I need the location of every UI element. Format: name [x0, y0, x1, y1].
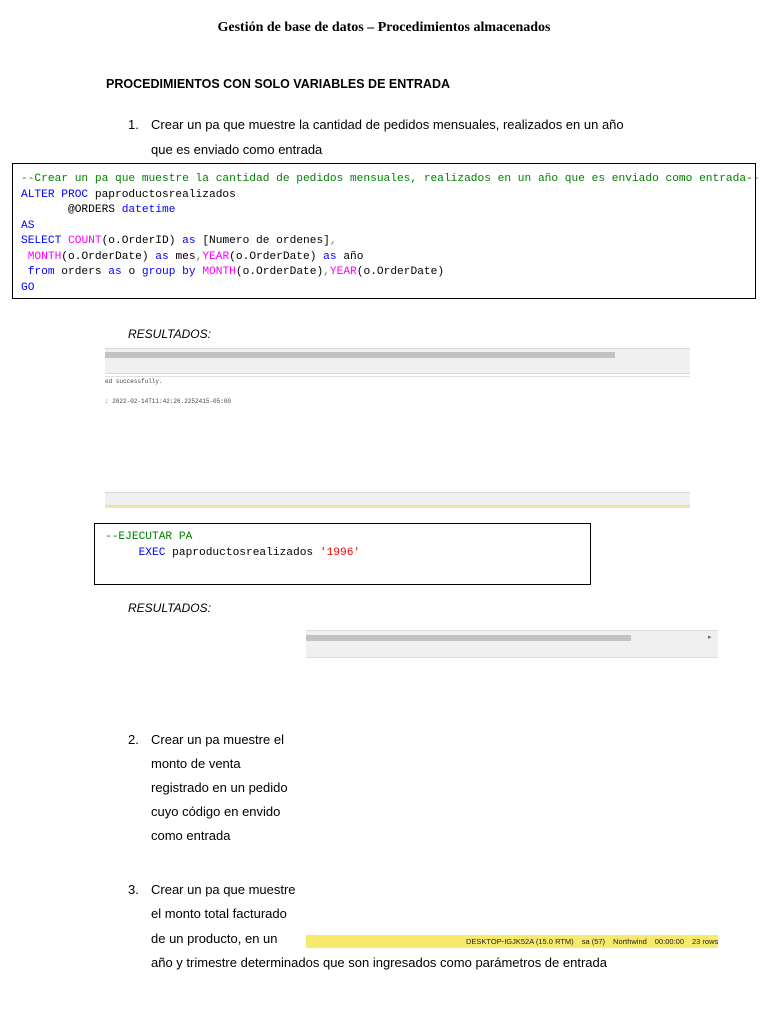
- server-name: DESKTOP-IGJK52A (15.0 RTM): [466, 937, 574, 946]
- scroll-right-icon[interactable]: ▸: [708, 634, 712, 641]
- message-text: ed successfully.: [105, 378, 163, 385]
- item-text-line: año y trimestre determinados que son ingresados como parámetros de entrada: [151, 955, 607, 970]
- code-line-param: @ORDERS datetime: [68, 204, 176, 216]
- completion-time: : 2022-02-14T11:42:26.2252415-05:00: [105, 398, 232, 405]
- code-comment: --Crear un pa que muestre la cantidad de pedidos mensuales, realizados en un año que es enviado como entrada--: [21, 173, 760, 185]
- scrollbar-thumb[interactable]: [105, 352, 615, 358]
- code-line-go: GO: [21, 281, 35, 294]
- code-block-exec: [94, 523, 591, 585]
- item-number: 2.: [128, 732, 139, 747]
- item-number: 3.: [128, 882, 139, 897]
- item-text-line: monto de venta: [151, 756, 241, 771]
- row-count: 23 rows: [692, 937, 719, 946]
- list-item-3: [128, 878, 688, 978]
- section-title: PROCEDIMIENTOS CON SOLO VARIABLES DE ENTRADA: [106, 77, 451, 91]
- item-text-line: Crear un pa que muestre: [151, 882, 296, 897]
- code-comment: --EJECUTAR PA: [105, 531, 193, 543]
- scrollbar[interactable]: [105, 348, 690, 374]
- code-line-select: SELECT COUNT(o.OrderID) as [Numero de ordenes],: [21, 235, 337, 247]
- document-title: Gestión de base de datos – Procedimientos almacenados: [217, 20, 551, 35]
- code-line-alter: ALTER PROC paproductosrealizados: [21, 188, 236, 201]
- code-block-create-proc: [12, 163, 760, 299]
- item-text-line: el monto total facturado: [151, 906, 287, 921]
- user-name: sa (57): [581, 937, 606, 946]
- item-text-line: de un producto, en un: [151, 931, 278, 946]
- database-name: Northwind: [613, 937, 647, 946]
- divider: [105, 376, 690, 377]
- item-text-line: Crear un pa muestre el: [151, 732, 284, 747]
- code-line-as: AS: [21, 219, 35, 232]
- item-text-line: como entrada: [151, 828, 231, 843]
- item-text-line: que es enviado como entrada: [151, 142, 323, 157]
- status-bar: [306, 935, 718, 948]
- code-line-from: from orders as o group by MONTH(o.OrderDate),YEAR(o.OrderDate): [27, 266, 445, 278]
- list-item-1: [128, 113, 688, 161]
- results-grid-scrollbar[interactable]: [306, 630, 718, 658]
- item-text-line: cuyo código en envido: [151, 804, 281, 819]
- elapsed-time: 00:00:00: [654, 937, 684, 946]
- scrollbar-thumb[interactable]: [306, 635, 631, 641]
- results-label: RESULTADOS:: [128, 327, 211, 341]
- item-text-line: registrado en un pedido: [151, 780, 288, 795]
- list-item-2: [128, 728, 328, 848]
- code-line-month: MONTH(o.OrderDate) as mes,YEAR(o.OrderDate) as año: [27, 250, 364, 263]
- code-line-exec: EXEC paproductosrealizados '1996': [138, 546, 361, 559]
- horizontal-scrollbar[interactable]: [105, 492, 690, 506]
- status-strip: [105, 506, 690, 508]
- item-text-line: Crear un pa que muestre la cantidad de pedidos mensuales, realizados en un año: [151, 117, 624, 132]
- item-number: 1.: [128, 117, 139, 132]
- results-label: RESULTADOS:: [128, 601, 211, 615]
